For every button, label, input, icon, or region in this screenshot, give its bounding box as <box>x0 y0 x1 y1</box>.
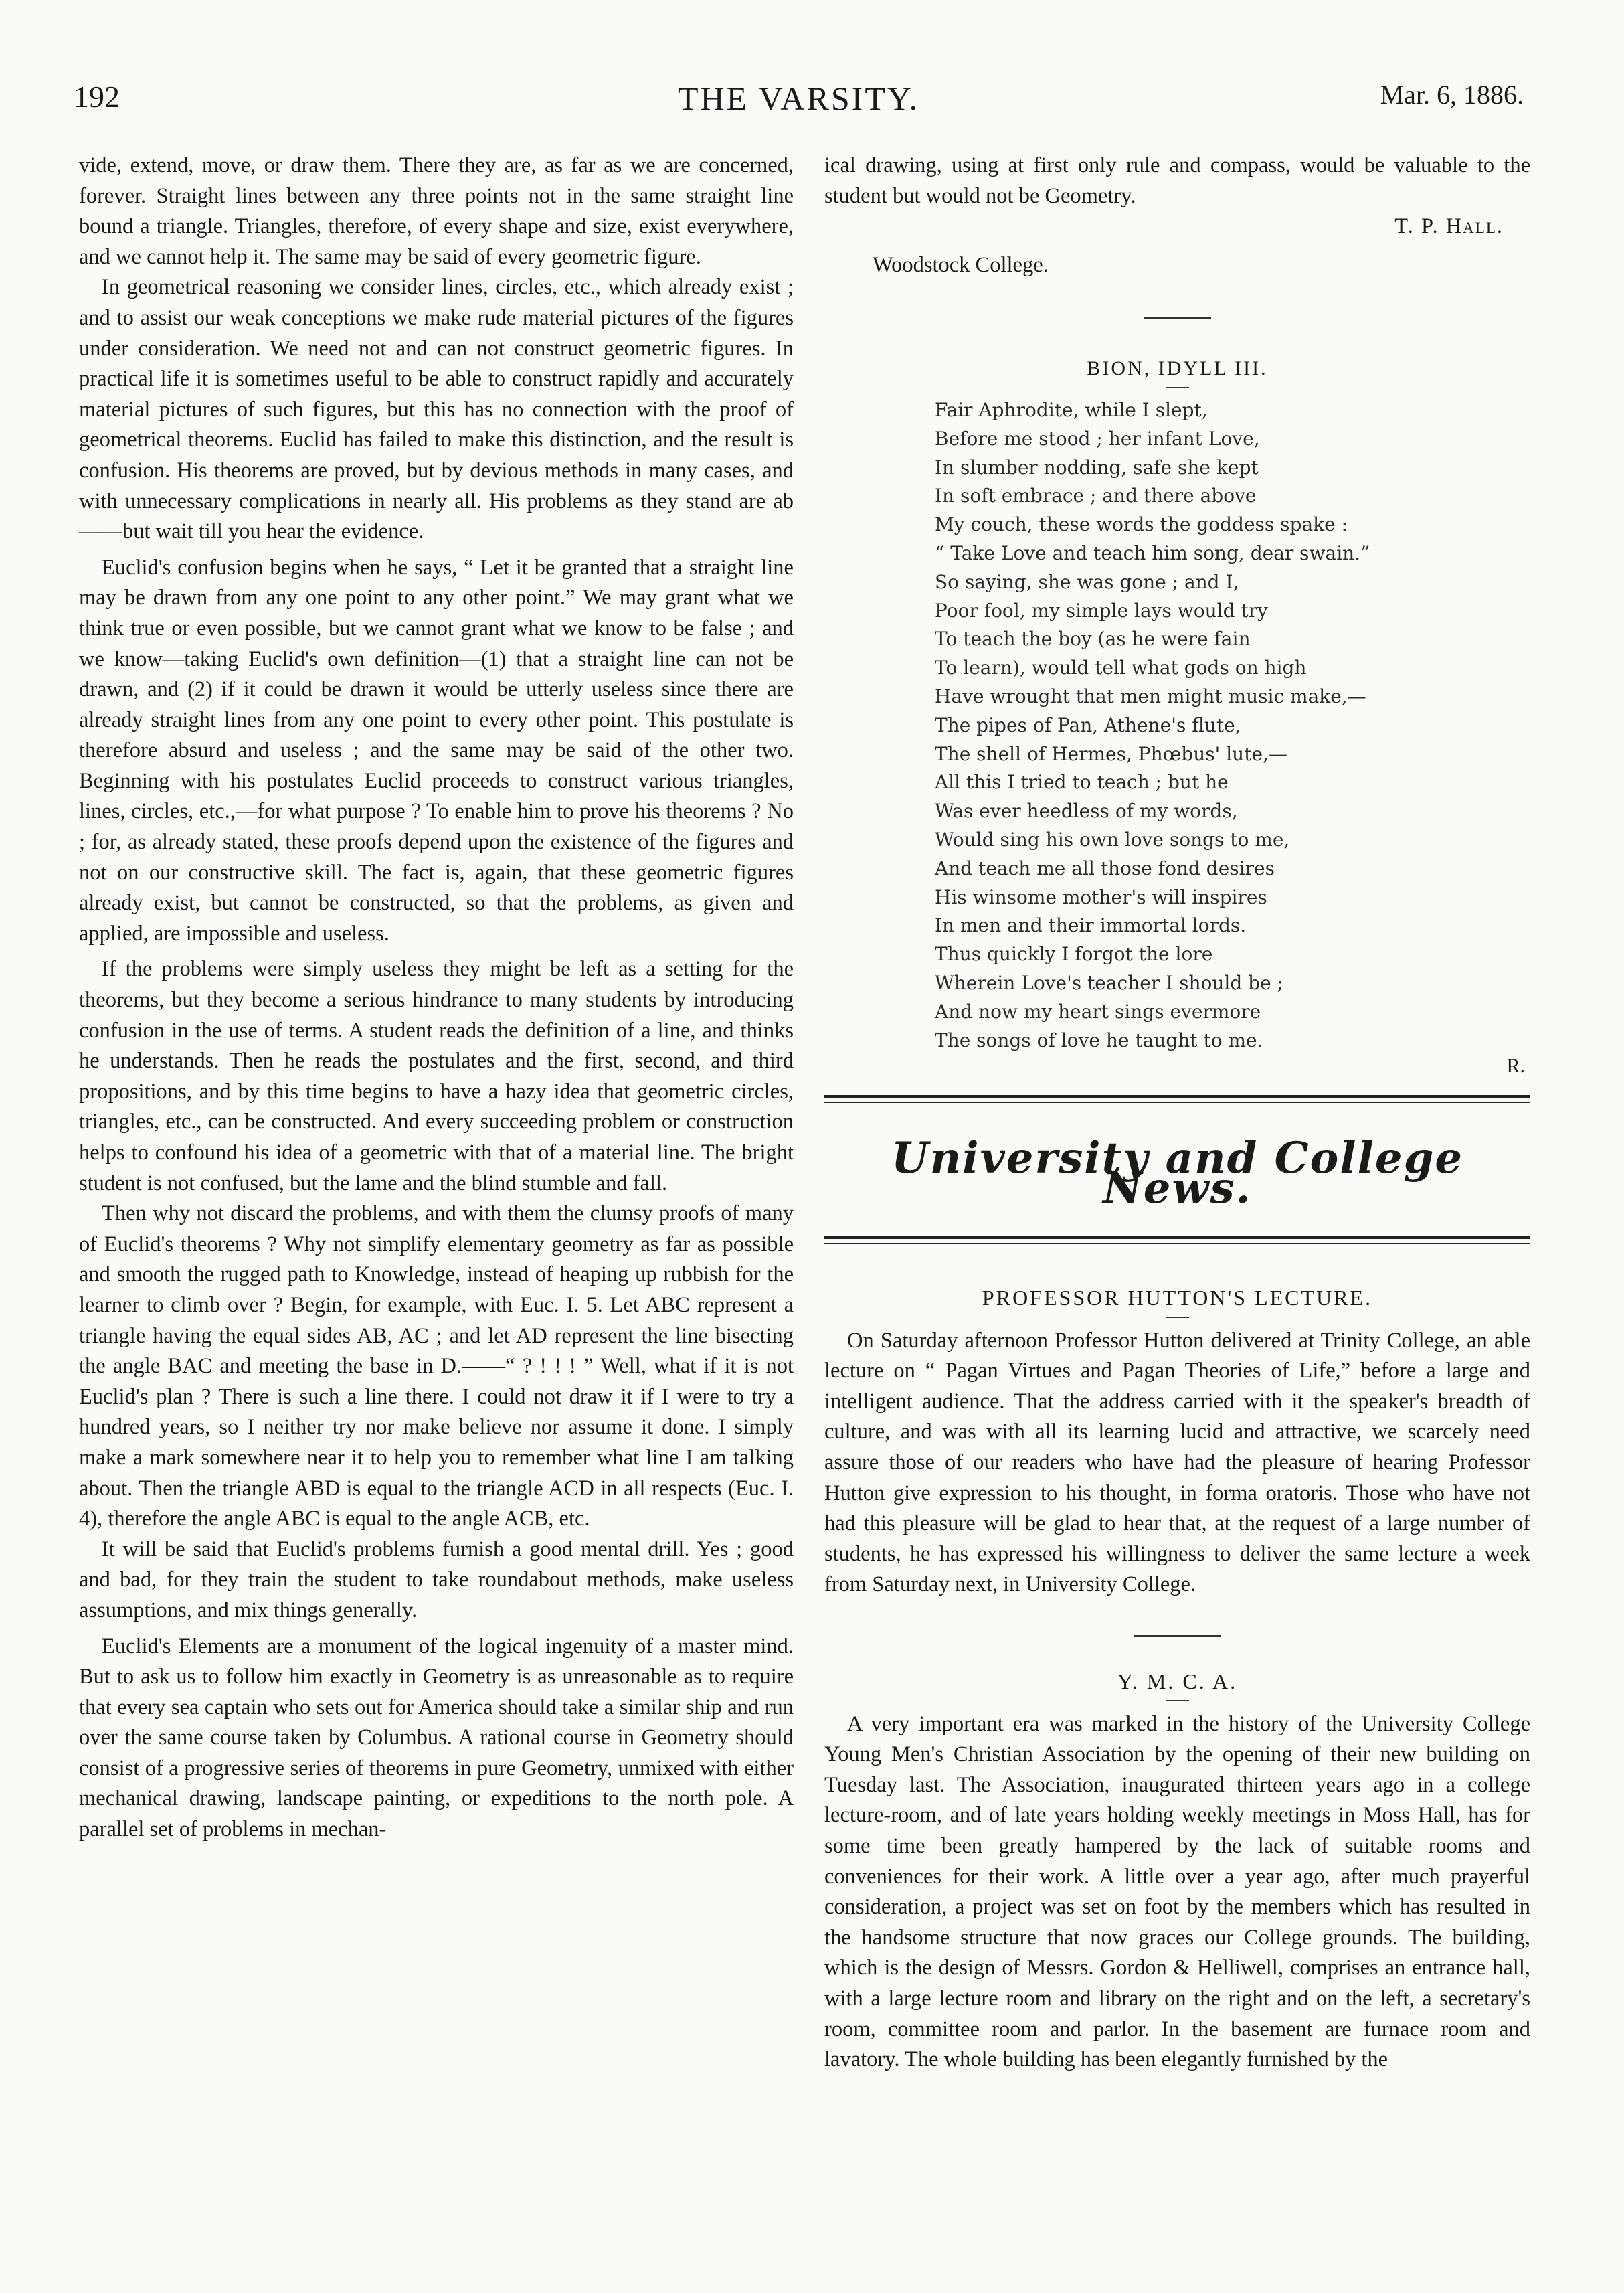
continuation-paragraph: ical drawing, using at first only rule and compass, would be valuable to the student but would not be Geometry. <box>824 153 1530 208</box>
issue-date: Mar. 6, 1886. <box>1380 80 1524 110</box>
page-header <box>74 79 1524 126</box>
divider <box>1166 1700 1189 1701</box>
poem-line: Fair Aphrodite, while I slept, <box>935 398 1208 421</box>
poem-line: The shell of Hermes, Phœbus' lute,— <box>935 742 1287 765</box>
poem-line: Thus quickly I forgot the lore <box>935 943 1213 966</box>
poem-line: The pipes of Pan, Athene's flute, <box>935 713 1241 736</box>
paragraph: Euclid's confusion begins when he says, “ Let it be granted that a straight line may be drawn from any one point to any other point.” We may grant what we think true or even possible, but we cannot grant what we know to be false ; and we know—taking Euclid's own definition—(1) that a straight line can not be drawn, and (2) if it could be drawn it would be utterly useless since there are already straight lines from any one point to every other point. This postulate is therefore absurd and useless ; and the same may be said of the other two. Beginning with his postulates Euclid proceeds to construct various triangles, lines, circles, etc.,—for what purpose ? To enable him to prove his theorems ? No ; for, as already stated, these proofs depend upon the existence of the figures and not on our constructive skill. The fact is, again, that these geometric figures already exist, but cannot be constructed, so that the problems, as given and applied, are impossible and useless. <box>79 555 794 946</box>
poem-line: And teach me all those fond desires <box>935 857 1275 879</box>
poem-line: Wherein Love's teacher I should be ; <box>935 971 1283 994</box>
poem-signature: R. <box>1506 1055 1525 1078</box>
poem-line: My couch, these words the goddess spake : <box>935 513 1348 536</box>
poem-line: Poor fool, my simple lays would try <box>935 599 1268 622</box>
poem-line: To learn), would tell what gods on high <box>935 657 1307 679</box>
article-title: Y. M. C. A. <box>1117 1669 1238 1694</box>
masthead: THE VARSITY. <box>677 80 920 117</box>
poem-line: To teach the boy (as he were fain <box>935 628 1251 651</box>
paragraph: Euclid's Elements are a monument of the logical ingenuity of a master mind. But to ask us to follow him exactly in Geometry is as unreasonable as to require that every sea captain who sets out for America should take a similar ship and run over the same course taken by Columbus. A rational course in Geometry should consist of a progressive series of theorems in pure Geometry, unmixed with either mechanical drawing, landscape painting, or expeditions to the north pole. A parallel set of problems in mechan- <box>79 1634 794 1842</box>
section-rule-bottom <box>824 1236 1530 1244</box>
poem-title: BION, IDYLL III. <box>1087 357 1268 380</box>
section-rule-top <box>824 1095 1530 1103</box>
poem-line: Before me stood ; her infant Love, <box>935 427 1260 450</box>
poem-line: The songs of love he taught to me. <box>935 1029 1263 1051</box>
poem <box>935 396 1530 1055</box>
paragraph: vide, extend, move, or draw them. There they are, as far as we are concerned, forever. Straight lines between any three points not in the same straight line bound a triangle. Triangles, therefore, of every shape and size, exist everywhere, and we cannot help it. The same may be said of every geometric figure. <box>79 153 794 269</box>
poem-line: And now my heart sings evermore <box>935 1000 1261 1023</box>
poem-line: In soft embrace ; and there above <box>935 485 1257 507</box>
page-number: 192 <box>74 80 120 114</box>
poem-line: In slumber nodding, safe she kept <box>935 456 1259 479</box>
poem-line: In men and their immortal lords. <box>935 914 1247 937</box>
poem-line: Was ever heedless of my words, <box>935 800 1238 823</box>
poem-line: “ Take Love and teach him song, dear swain.” <box>935 541 1370 564</box>
section-heading: University and College News. <box>891 1132 1464 1214</box>
divider <box>1144 317 1211 319</box>
author-place: Woodstock College. <box>873 252 1049 277</box>
paragraph: Then why not discard the problems, and with them the clumsy proofs of many of Euclid's theorems ? Why not simplify elementary geometry as far as possible and smooth the rugged path to Knowledge, instead of heaping up rubbish for the learner to climb over ? Begin, for example, with Euc. I. 5. Let ABC represent a triangle having the equal sides AB, AC ; and let AD represent the line bisecting the angle BAC and meeting the base in D.——“ ? ! ! ! ” Well, what if it is not Euclid's plan ? There is such a line there. I could not draw it if I were to try a hundred years, so I neither try nor make believe nor assume it done. I simply make a mark somewhere near it to help you to remember what line I am talking about. Then the triangle ABD is equal to the triangle ACD in all respects (Euc. I. 4), therefore the angle ABC is equal to the angle ACB, etc. <box>79 1201 794 1531</box>
poem-line: So saying, she was gone ; and I, <box>935 570 1239 593</box>
divider <box>1134 1635 1221 1637</box>
paragraph: It will be said that Euclid's problems furnish a good mental drill. Yes ; good and bad, for they train the student to take roundabout methods, make useless assumptions, and mix things generally. <box>79 1537 794 1622</box>
paragraph: In geometrical reasoning we consider lines, circles, etc., which already exist ; and to assist our weak conceptions we make rude material pictures of the figures under consideration. We need not and can not construct geometric figures. In practical life it is sometimes useful to be able to construct rapidly and accurately material pictures of such figures, but this has no connection with the proof of geometrical theorems. Euclid has failed to make this distinction, and the result is confusion. His theorems are proved, but by devious methods in many cases, and with unnecessary complications in nearly all. His problems as they stand are ab——but wait till you hear the evidence. <box>79 275 794 544</box>
author-signature: T. P. Hall. <box>1394 214 1504 239</box>
article-body: On Saturday afternoon Professor Hutton delivered at Trinity College, an able lecture on “ Pagan Virtues and Pagan Theories of Life,” before a large and intelligent audience. That the address carried with it the speaker's breadth of culture, and was with all its learning lucid and attractive, we scarcely need assure those of our readers who have had the pleasure of hearing Professor Hutton give expression to his thought, in forma oratoris. Those who have not had this pleasure will be glad to hear that, at the request of a large number of students, he has expressed his willingness to deliver the same lecture a week from Saturday next, in University College. <box>824 1328 1530 1597</box>
poem-line: His winsome mother's will inspires <box>935 885 1267 908</box>
poem-line: All this I tried to teach ; but he <box>935 771 1229 794</box>
poem-line: Have wrought that men might music make,— <box>935 685 1366 707</box>
divider <box>1166 387 1189 388</box>
article-body: A very important era was marked in the history of the University College Young Men's Christian Association by the opening of their new building on Tuesday last. The Association, inaugurated thirteen years ago in a college lecture-room, and of late years holding weekly meetings in Moss Hall, has for some time been greatly hampered by the lack of suitable rooms and conveniences for their work. A little over a year ago, after much prayerful consideration, a project was set on foot by the members which has resulted in the handsome structure that now graces our College grounds. The building, which is the design of Messrs. Gordon & Helliwell, comprises an entrance hall, with a large lecture room and library on the right and on the left, a secretary's room, committee room and parlor. In the basement are furnace room and lavatory. The whole building has been elegantly furnished by the <box>824 1711 1530 2072</box>
poem-line: Would sing his own love songs to me, <box>935 828 1290 851</box>
divider <box>1166 1317 1189 1318</box>
left-column <box>79 151 794 1845</box>
article-title: PROFESSOR HUTTON'S LECTURE. <box>982 1286 1373 1310</box>
paragraph: If the problems were simply useless they might be left as a setting for the theorems, but they become a serious hindrance to many students by introducing confusion in the use of terms. A student reads the definition of a line, and thinks he understands. Then he reads the postulates and the first, second, and third propositions, and by this time begins to have a hazy idea that geometric circles, triangles, etc., can be constructed. And every succeeding problem or construction helps to confound his idea of a geometric with that of a material line. The bright student is not confused, but the lame and the blind stumble and fall. <box>79 957 794 1195</box>
right-column <box>824 151 1530 2075</box>
